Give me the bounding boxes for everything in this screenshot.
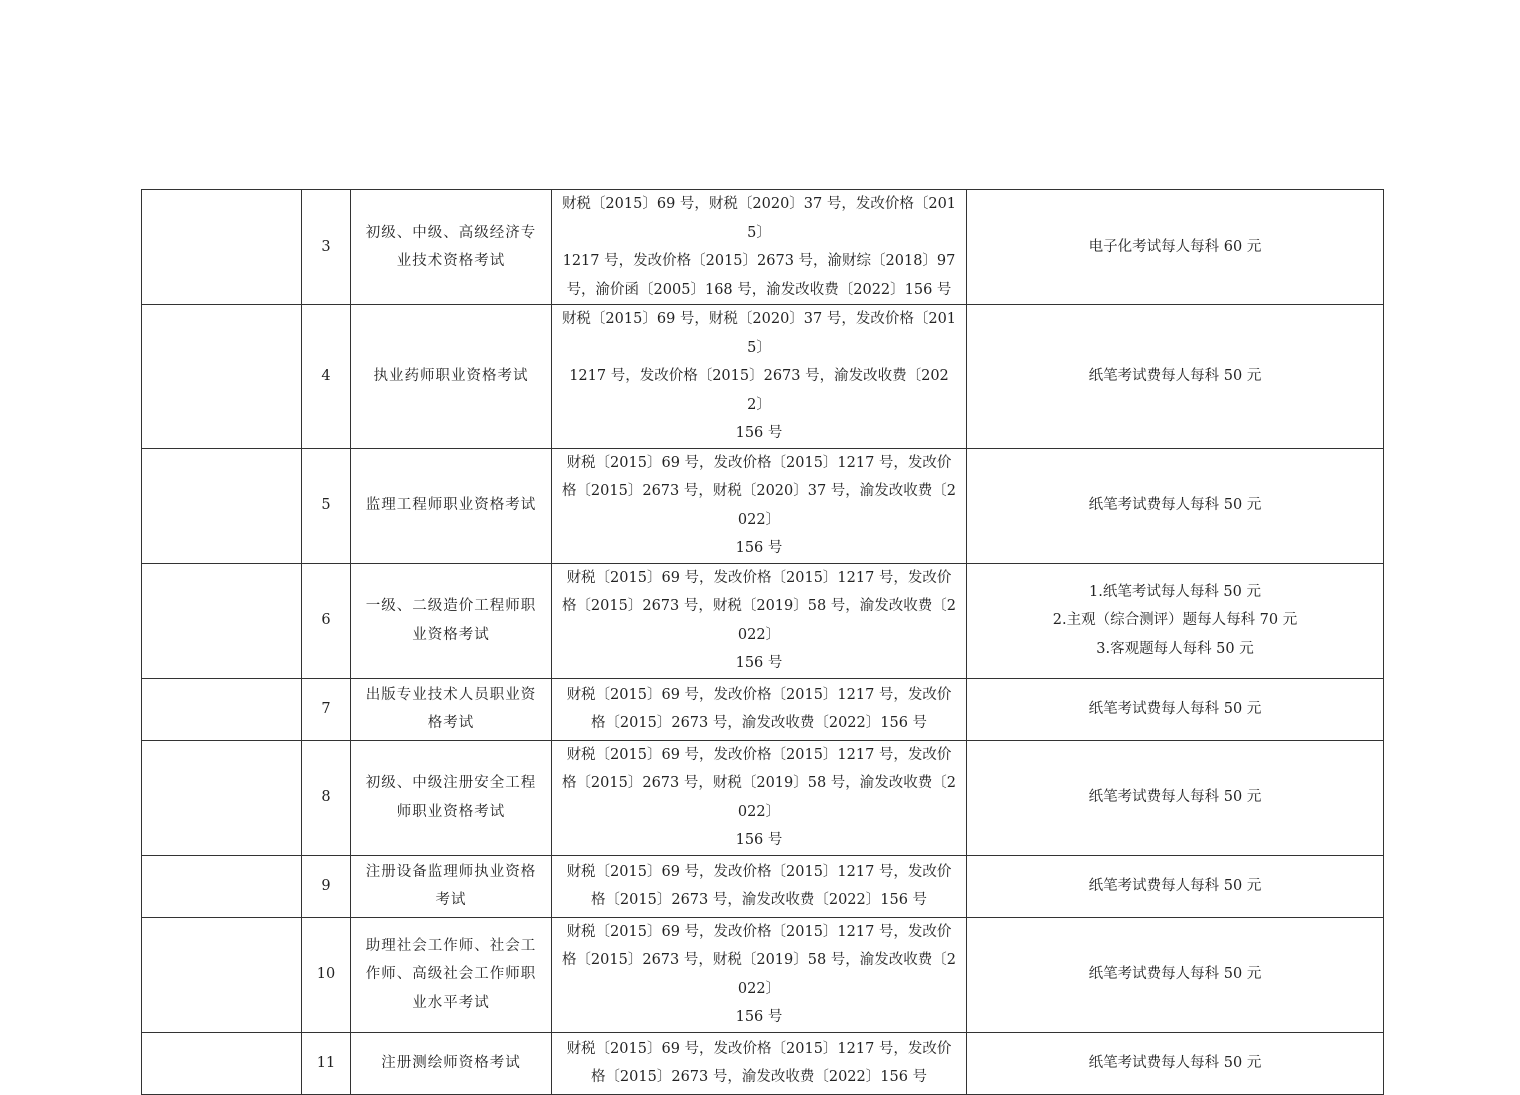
row-number: 11 — [302, 1032, 351, 1094]
blank-cell — [142, 1032, 302, 1094]
blank-cell — [142, 305, 302, 449]
row-number: 7 — [302, 678, 351, 740]
exam-name: 注册测绘师资格考试 — [351, 1032, 552, 1094]
table-row — [142, 448, 1384, 563]
table-row — [142, 305, 1384, 449]
blank-cell — [142, 563, 302, 678]
row-number: 5 — [302, 448, 351, 563]
row-number: 6 — [302, 563, 351, 678]
table-row — [142, 917, 1384, 1032]
fee-standard: 纸笔考试费每人每科 50 元 — [967, 740, 1384, 855]
exam-name: 初级、中级、高级经济专 业技术资格考试 — [351, 190, 552, 305]
blank-cell — [142, 917, 302, 1032]
policy-basis: 财税〔2015〕69 号，发改价格〔2015〕1217 号，发改价 格〔2015〕2673 号，渝发改收费〔2022〕156 号 — [552, 855, 967, 917]
fee-standard: 纸笔考试费每人每科 50 元 — [967, 678, 1384, 740]
exam-name: 注册设备监理师执业资格 考试 — [351, 855, 552, 917]
exam-fee-table — [141, 189, 1384, 1095]
blank-cell — [142, 740, 302, 855]
row-number: 8 — [302, 740, 351, 855]
policy-basis: 财税〔2015〕69 号，发改价格〔2015〕1217 号，发改价 格〔2015〕2673 号，渝发改收费〔2022〕156 号 — [552, 678, 967, 740]
table-row — [142, 1032, 1384, 1094]
row-number: 9 — [302, 855, 351, 917]
policy-basis: 财税〔2015〕69 号，发改价格〔2015〕1217 号，发改价 格〔2015〕2673 号，财税〔2019〕58 号，渝发改收费〔2022〕 156 号 — [552, 740, 967, 855]
exam-name: 初级、中级注册安全工程 师职业资格考试 — [351, 740, 552, 855]
exam-name: 监理工程师职业资格考试 — [351, 448, 552, 563]
fee-standard: 纸笔考试费每人每科 50 元 — [967, 448, 1384, 563]
table-row — [142, 190, 1384, 305]
policy-basis: 财税〔2015〕69 号，财税〔2020〕37 号，发改价格〔2015〕 1217 号，发改价格〔2015〕2673 号，渝发改收费〔2022〕 156 号 — [552, 305, 967, 449]
fee-table-body — [142, 190, 1384, 1095]
table-row — [142, 740, 1384, 855]
table-row — [142, 855, 1384, 917]
fee-standard: 1.纸笔考试每人每科 50 元 2.主观（综合测评）题每人每科 70 元 3.客观题每人每科 50 元 — [967, 563, 1384, 678]
row-number: 4 — [302, 305, 351, 449]
exam-name: 助理社会工作师、社会工 作师、高级社会工作师职 业水平考试 — [351, 917, 552, 1032]
exam-name: 出版专业技术人员职业资 格考试 — [351, 678, 552, 740]
policy-basis: 财税〔2015〕69 号，发改价格〔2015〕1217 号，发改价 格〔2015〕2673 号，财税〔2019〕58 号，渝发改收费〔2022〕 156 号 — [552, 563, 967, 678]
table-row — [142, 563, 1384, 678]
blank-cell — [142, 190, 302, 305]
fee-standard: 纸笔考试费每人每科 50 元 — [967, 305, 1384, 449]
fee-standard: 纸笔考试费每人每科 50 元 — [967, 855, 1384, 917]
policy-basis: 财税〔2015〕69 号，发改价格〔2015〕1217 号，发改价 格〔2015〕2673 号，财税〔2020〕37 号，渝发改收费〔2022〕 156 号 — [552, 448, 967, 563]
blank-cell — [142, 678, 302, 740]
exam-name: 一级、二级造价工程师职 业资格考试 — [351, 563, 552, 678]
row-number: 10 — [302, 917, 351, 1032]
fee-standard: 纸笔考试费每人每科 50 元 — [967, 917, 1384, 1032]
table-row — [142, 678, 1384, 740]
exam-name: 执业药师职业资格考试 — [351, 305, 552, 449]
blank-cell — [142, 448, 302, 563]
policy-basis: 财税〔2015〕69 号，发改价格〔2015〕1217 号，发改价 格〔2015〕2673 号，渝发改收费〔2022〕156 号 — [552, 1032, 967, 1094]
fee-standard: 电子化考试每人每科 60 元 — [967, 190, 1384, 305]
policy-basis: 财税〔2015〕69 号，财税〔2020〕37 号，发改价格〔2015〕 1217 号，发改价格〔2015〕2673 号，渝财综〔2018〕97 号，渝价函〔2005〕168 号，渝发改收费〔2022〕156 号 — [552, 190, 967, 305]
policy-basis: 财税〔2015〕69 号，发改价格〔2015〕1217 号，发改价 格〔2015〕2673 号，财税〔2019〕58 号，渝发改收费〔2022〕 156 号 — [552, 917, 967, 1032]
blank-cell — [142, 855, 302, 917]
fee-standard: 纸笔考试费每人每科 50 元 — [967, 1032, 1384, 1094]
row-number: 3 — [302, 190, 351, 305]
